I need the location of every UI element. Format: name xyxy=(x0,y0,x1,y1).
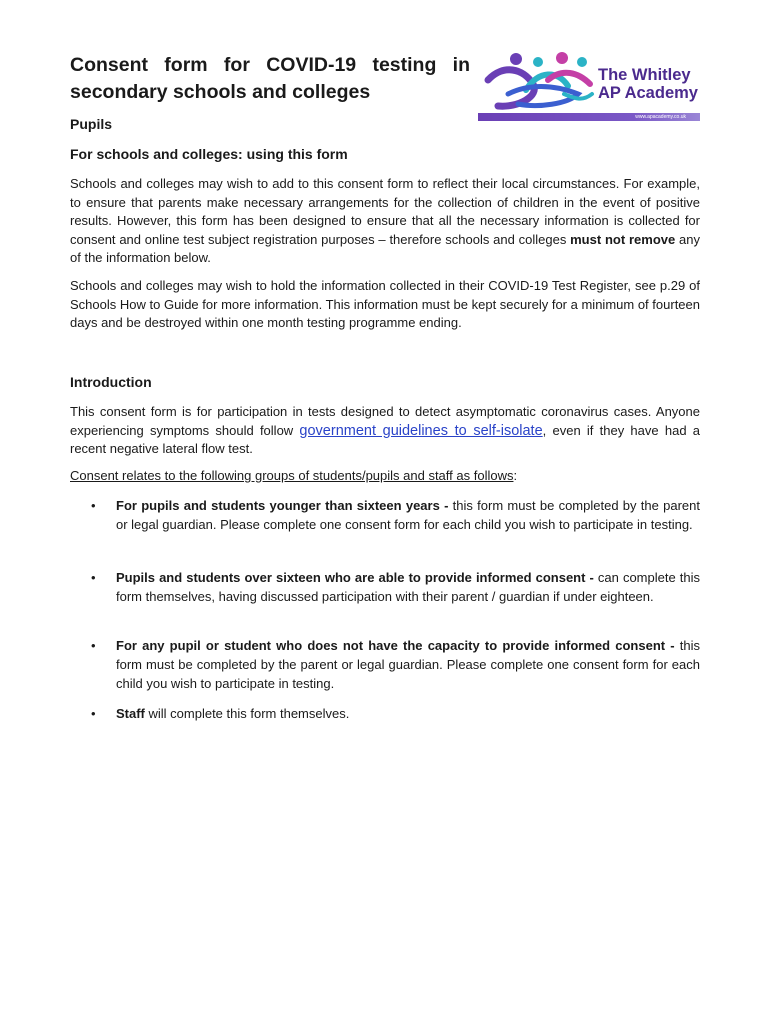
list-item-text xyxy=(116,568,700,606)
bullet-icon: • xyxy=(91,638,96,653)
paragraph-introduction xyxy=(70,403,700,459)
section-heading-introduction: Introduction xyxy=(70,374,152,390)
section-heading-using-form: For schools and colleges: using this form xyxy=(70,146,348,162)
list-item-bold: For any pupil or student who does not have the capacity to provide informed consent - xyxy=(116,638,680,653)
logo-line2: AP Academy xyxy=(598,84,698,102)
paragraph-text: Schools and colleges may wish to add to this consent form to reflect their local circumstances. For example, to ensure that parents make necessary arrangements for the collection of children in the event of positive results. However, this form has been designed to ensure that all the necessary information is collected for consent and online test subject registration purposes – therefore schools and colleges xyxy=(70,176,700,247)
paragraph-using-form-1 xyxy=(70,175,700,268)
logo-tagline: www.apacademy.co.uk xyxy=(635,114,686,120)
list-item-text xyxy=(116,704,700,723)
bullet-icon: • xyxy=(91,706,96,721)
paragraph-text: This consent form is for participation in tests designed to detect asymptomatic coronavirus cases. Anyone experiencing symptoms should follow xyxy=(70,404,700,438)
emphasis-text: must not remove xyxy=(570,231,676,247)
consent-groups-intro xyxy=(70,467,700,486)
list-item-body: this form must be completed by the parent or legal guardian. Please complete one consent form for each child you wish to participate in testing. xyxy=(116,638,700,691)
bullet-icon: • xyxy=(91,570,96,585)
paragraph-using-form-2: Schools and colleges may wish to hold the information collected in their COVID-19 Test Register, see p.29 of Schools How to Guide for more information. This information must be kept securely for a minimum of fourteen days and be destroyed within one month testing programme ending. xyxy=(70,278,700,330)
school-logo xyxy=(478,50,700,122)
list-item-bold: For pupils and students younger than sixteen years - xyxy=(116,498,453,513)
document-title: Consent form for COVID-19 testing in secondary schools and colleges xyxy=(70,54,470,103)
logo-figures-icon xyxy=(478,50,596,112)
list-item-body: this form must be completed by the parent or legal guardian. Please complete one consent form for each child you wish to participate in testing. xyxy=(116,498,700,532)
list-item-text xyxy=(116,496,700,534)
list-item-text xyxy=(116,636,700,693)
self-isolate-guidelines-link[interactable]: government guidelines to self-isolate xyxy=(299,422,543,439)
list-item-bold: Staff xyxy=(116,706,145,721)
logo-wordmark xyxy=(598,66,698,102)
bullet-icon: • xyxy=(91,498,96,513)
paragraph-text: any of the information below. xyxy=(70,231,700,265)
underlined-text: Consent relates to the following groups of students/pupils and staff as follows xyxy=(70,468,514,483)
list-item-body: will complete this form themselves. xyxy=(144,706,350,721)
logo-line1: The Whitley xyxy=(598,66,691,84)
paragraph-text: , even if they have had a recent negative lateral flow test. xyxy=(70,422,701,456)
subheading-pupils: Pupils xyxy=(70,116,113,132)
colon-text: : xyxy=(513,468,518,483)
list-item-bold: Pupils and students over sixteen who are able to provide informed consent - xyxy=(116,570,598,585)
list-item-body: can complete this form themselves, having discussed participation with their parent / guardian if under eighteen. xyxy=(116,570,700,604)
logo-bar xyxy=(478,113,700,121)
